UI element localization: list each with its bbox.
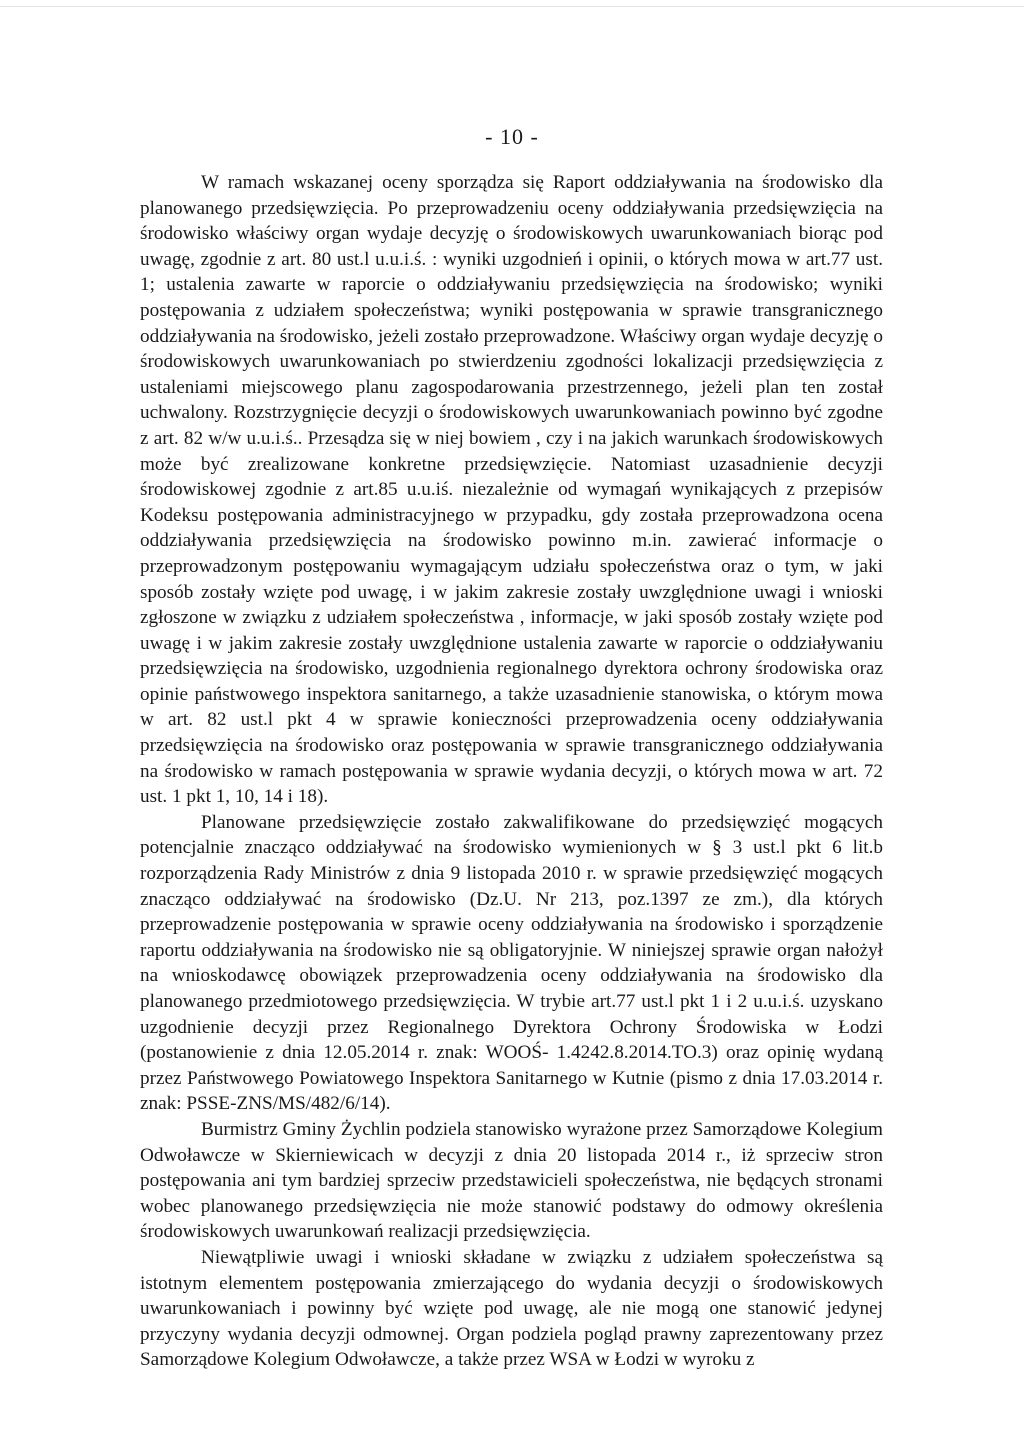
- document-body: [140, 170, 883, 1373]
- paragraph-project-qualification: Planowane przedsięwzięcie zostało zakwalifikowane do przedsięwzięć mogących potencjalnie znacząco oddziaływać na środowisko wymienionych w § 3 ust.l pkt 6 lit.b rozporządzenia Rady Ministrów z dnia 9 listopada 2010 r. w sprawie przedsięwzięć mogących znacząco oddziaływać na środowisko (Dz.U. Nr 213, poz.1397 ze zm.), dla których przeprowadzenie postępowania w sprawie oceny oddziaływania na środowisko i sporządzenie raportu oddziaływania na środowisko nie są obligatoryjnie. W niniejszej sprawie organ nałożył na wnioskodawcę obowiązek przeprowadzenia oceny oddziaływania na środowisko dla planowanego przedmiotowego przedsięwzięcia. W trybie art.77 ust.l pkt 1 i 2 u.u.i.ś. uzyskano uzgodnienie decyzji przez Regionalnego Dyrektora Ochrony Środowiska w Łodzi (postanowienie z dnia 12.05.2014 r. znak: WOOŚ- 1.4242.8.2014.TO.3) oraz opinię wydaną przez Państwowego Powiatowego Inspektora Sanitarnego w Kutnie (pismo z dnia 17.03.2014 r. znak: PSSE-ZNS/MS/482/6/14).: [140, 811, 883, 1115]
- paragraph-public-comments: Niewątpliwie uwagi i wnioski składane w związku z udziałem społeczeństwa są istotnym elementem postępowania zmierzającego do wydania decyzji o środowiskowych uwarunkowaniach i powinny być wzięte pod uwagę, ale nie mogą one stanowić jedynej przyczyny wydania decyzji odmownej. Organ podziela pogląd prawny zaprezentowany przez Samorządowe Kolegium Odwoławcze, a także przez WSA w Łodzi w wyroku z: [140, 1246, 883, 1371]
- scan-edge-line: [0, 6, 1024, 7]
- paragraph-mayor-position: Burmistrz Gminy Żychlin podziela stanowisko wyrażone przez Samorządowe Kolegium Odwoławcze w Skierniewicach w decyzji z dnia 20 listopada 2014 r., iż sprzeciw stron postępowania ani tym bardziej sprzeciw przedstawicieli społeczeństwa, nie będących stronami wobec planowanego przedsięwzięcia nie może stanowić podstawy do odmowy określenia środowiskowych uwarunkowań realizacji przedsięwzięcia.: [140, 1118, 883, 1243]
- paragraph-environmental-report: W ramach wskazanej oceny sporządza się Raport oddziaływania na środowisko dla planowanego przedsięwzięcia. Po przeprowadzeniu oceny oddziaływania przedsięwzięcia na środowisko właściwy organ wydaje decyzję o środowiskowych uwarunkowaniach biorąc pod uwagę, zgodnie z art. 80 ust.l u.u.i.ś. : wyniki uzgodnień i opinii, o których mowa w art.77 ust. 1; ustalenia zawarte w raporcie o oddziaływaniu przedsięwzięcia na środowisko; wyniki postępowania z udziałem społeczeństwa; wyniki postępowania w sprawie transgranicznego oddziaływania na środowisko, jeżeli zostało przeprowadzone. Właściwy organ wydaje decyzję o środowiskowych uwarunkowaniach po stwierdzeniu zgodności lokalizacji przedsięwzięcia z ustaleniami miejscowego planu zagospodarowania przestrzennego, jeżeli plan ten został uchwalony. Rozstrzygnięcie decyzji o środowiskowych uwarunkowaniach powinno być zgodne z art. 82 w/w u.u.i.ś.. Przesądza się w niej bowiem , czy i na jakich warunkach środowiskowych może być zrealizowane konkretne przedsięwzięcie. Natomiast uzasadnienie decyzji środowiskowej zgodnie z art.85 u.u.iś. niezależnie od wymagań wynikających z przepisów Kodeksu postępowania administracyjnego w przypadku, gdy została przeprowadzona ocena oddziaływania przedsięwzięcia na środowisko powinno m.in. zawierać informacje o przeprowadzonym postępowaniu wymagającym udziału społeczeństwa oraz o tym, w jaki sposób zostały wzięte pod uwagę, i w jakim zakresie zostały uwzględnione uwagi i wnioski zgłoszone w związku z udziałem społeczeństwa , informacje, w jaki sposób zostały wzięte pod uwagę i w jakim zakresie zostały uwzględnione ustalenia zawarte w raporcie o oddziaływaniu przedsięwzięcia na środowisko, uzgodnienia regionalnego dyrektora ochrony środowiska oraz opinie państwowego inspektora sanitarnego, a także uzasadnienie stanowiska, o którym mowa w art. 82 ust.l pkt 4 w sprawie konieczności przeprowadzenia oceny oddziaływania przedsięwzięcia na środowisko oraz postępowania w sprawie transgranicznego oddziaływania na środowisko w ramach postępowania w sprawie wydania decyzji, o których mowa w art. 72 ust. 1 pkt 1, 10, 14 i 18).: [140, 172, 883, 808]
- page-number: - 10 -: [485, 124, 539, 149]
